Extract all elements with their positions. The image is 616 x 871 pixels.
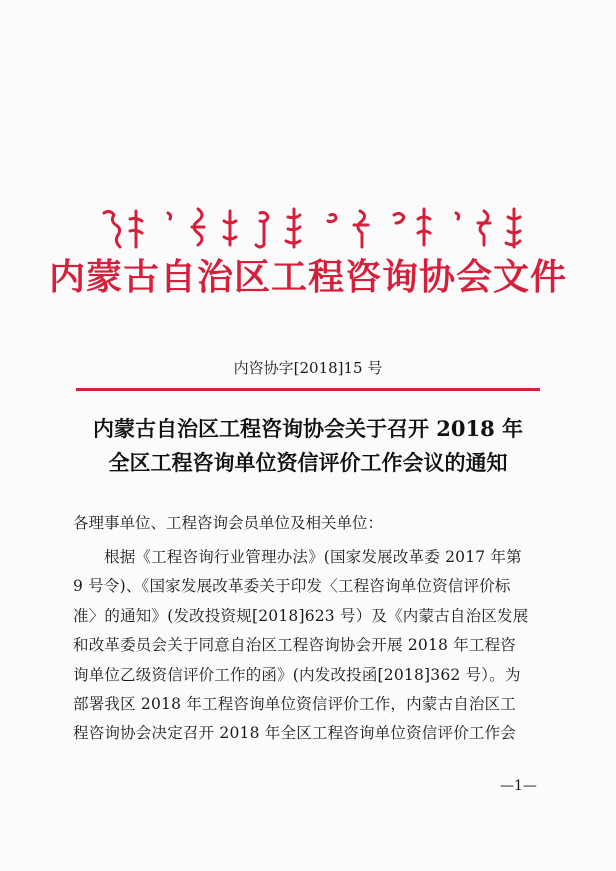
body-line: 部署我区 2018 年工程咨询单位资信评价工作，内蒙古自治区工	[73, 695, 517, 714]
body-line: 根据《工程咨询行业管理办法》(国家发展改革委 2017 年第	[104, 548, 522, 566]
notice-title-line: 内蒙古自治区工程咨询协会关于召开 2018 年	[92, 416, 524, 441]
body-text	[73, 543, 543, 749]
notice-title-line: 全区工程咨询单位资信评价工作会议的通知	[108, 450, 508, 475]
body-line: 程咨询协会决定召开 2018 年全区工程咨询单位资信评价工作会	[73, 724, 517, 743]
document-header-title: 内蒙古自治区工程咨询协会文件	[48, 257, 567, 298]
body-line: 询单位乙级资信评价工作的函》(内发改投函[2018]362 号）。为	[73, 665, 521, 684]
body-line: 准〉的通知》(发改投资规[2018]623 号）及《内蒙古自治区发展	[73, 606, 529, 625]
notice-title	[0, 412, 616, 480]
salutation: 各理事单位、工程咨询会员单位及相关单位：	[73, 514, 384, 532]
document-number: 内咨协字[2018]15 号	[233, 359, 383, 377]
mongolian-script-title	[98, 205, 528, 253]
page-number: —1—	[500, 778, 537, 794]
red-divider-line	[76, 388, 540, 391]
body-line: 9 号令)、《国家发展改革委关于印发〈工程咨询单位资信评价标	[73, 577, 511, 596]
body-line: 和改革委员会关于同意自治区工程咨询协会开展 2018 年工程咨	[73, 636, 517, 655]
